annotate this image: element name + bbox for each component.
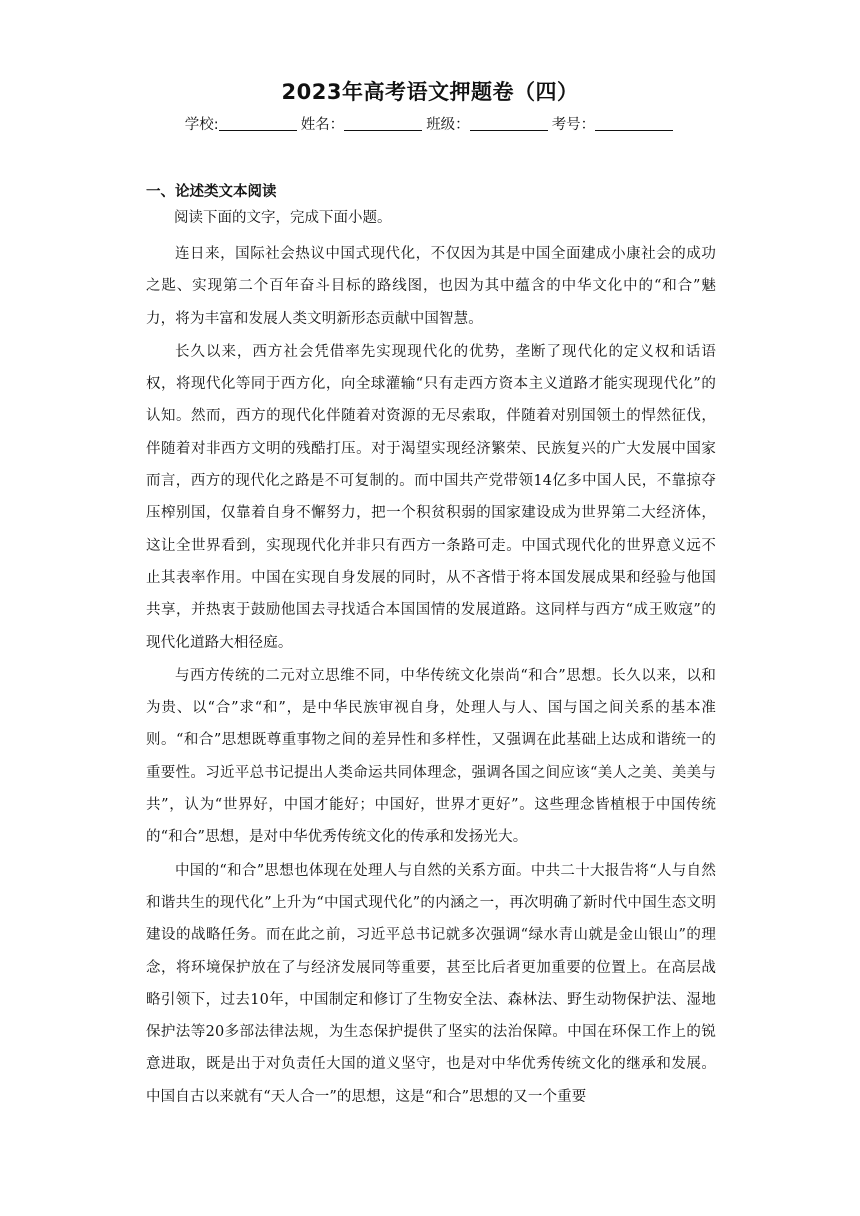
- reading-instruction: 阅读下面的文字，完成下面小题。: [174, 210, 392, 226]
- passage-paragraph: 连日来，国际社会热议中国式现代化，不仅因为其是中国全面建成小康社会的成功之匙、实现第二个百年奋斗目标的路线图，也因为其中蕴含的中华文化中的“和合”魅力，将为丰富和发展人类文明新形态贡献中国智慧。: [146, 246, 716, 327]
- class-blank[interactable]: [470, 116, 548, 131]
- passage-paragraph: 长久以来，西方社会凭借率先实现现代化的优势，垄断了现代化的定义权和话语权，将现代化等同于西方化，向全球灌输“只有走西方资本主义道路才能实现现代化”的认知。然而，西方的现代化伴随着对资源的无尽索取，伴随着对别国领土的悍然征伐，伴随着对非西方文明的残酷打压。对于渴望实现经济繁荣、民族复兴的广大发展中国家而言，西方的现代化之路是不可复制的。而中国共产党带领14亿多中国人民，不靠掠夺压榨别国，仅靠着自身不懈努力，把一个积贫积弱的国家建设成为世界第二大经济体，这让全世界看到，实现现代化并非只有西方一条路可走。中国式现代化的世界意义远不止其表率作用。中国在实现自身发展的同时，从不吝惜于将本国发展成果和经验与他国共享，并热衷于鼓励他国去寻找适合本国国情的发展道路。这同样与西方“成王败寇”的现代化道路大相径庭。: [146, 343, 716, 651]
- class-field[interactable]: [426, 113, 550, 134]
- exam-number-label: 考号：: [551, 117, 596, 133]
- exam-title: 2023年高考语文押题卷（四）: [281, 80, 579, 104]
- student-info-line: [0, 113, 860, 134]
- reading-passage: [146, 238, 716, 1114]
- school-blank[interactable]: [219, 116, 297, 131]
- section-heading: 一、论述类文本阅读: [146, 184, 277, 200]
- exam-number-blank[interactable]: [595, 116, 673, 131]
- class-label: 班级：: [426, 117, 470, 133]
- name-field[interactable]: [301, 113, 425, 134]
- passage-paragraph: 中国的“和合”思想也体现在处理人与自然的关系方面。中共二十大报告将“人与自然和谐共生的现代化”上升为“中国式现代化”的内涵之一，再次明确了新时代中国生态文明建设的战略任务。而在此之前，习近平总书记就多次强调“绿水青山就是金山银山”的理念，将环境保护放在了与经济发展同等重要，甚至比后者更加重要的位置上。在高层战略引领下，过去10年，中国制定和修订了生物安全法、森林法、野生动物保护法、湿地保护法等20多部法律法规，为生态保护提供了坚实的法治保障。中国在环保工作上的锐意进取，既是出于对负责任大国的道义坚守，也是对中华优秀传统文化的继承和发展。中国自古以来就有“天人合一”的思想，这是“和合”思想的又一个重要: [146, 862, 716, 1105]
- school-field[interactable]: [185, 113, 299, 134]
- passage-paragraph: 与西方传统的二元对立思维不同，中华传统文化崇尚“和合”思想。长久以来，以和为贵、以“合”求“和”，是中华民族审视自身，处理人与人、国与国之间关系的基本准则。“和合”思想既尊重事物之间的差异性和多样性，又强调在此基础上达成和谐统一的重要性。习近平总书记提出人类命运共同体理念，强调各国之间应该“美人之美、美美与共”，认为“世界好，中国才能好；中国好，世界才更好”。这些理念皆植根于中国传统的“和合”思想，是对中华优秀传统文化的传承和发扬光大。: [146, 667, 716, 846]
- school-label: 学校:: [184, 117, 219, 133]
- name-label: 姓名：: [300, 117, 345, 133]
- exam-number-field[interactable]: [552, 113, 676, 134]
- name-blank[interactable]: [344, 116, 422, 131]
